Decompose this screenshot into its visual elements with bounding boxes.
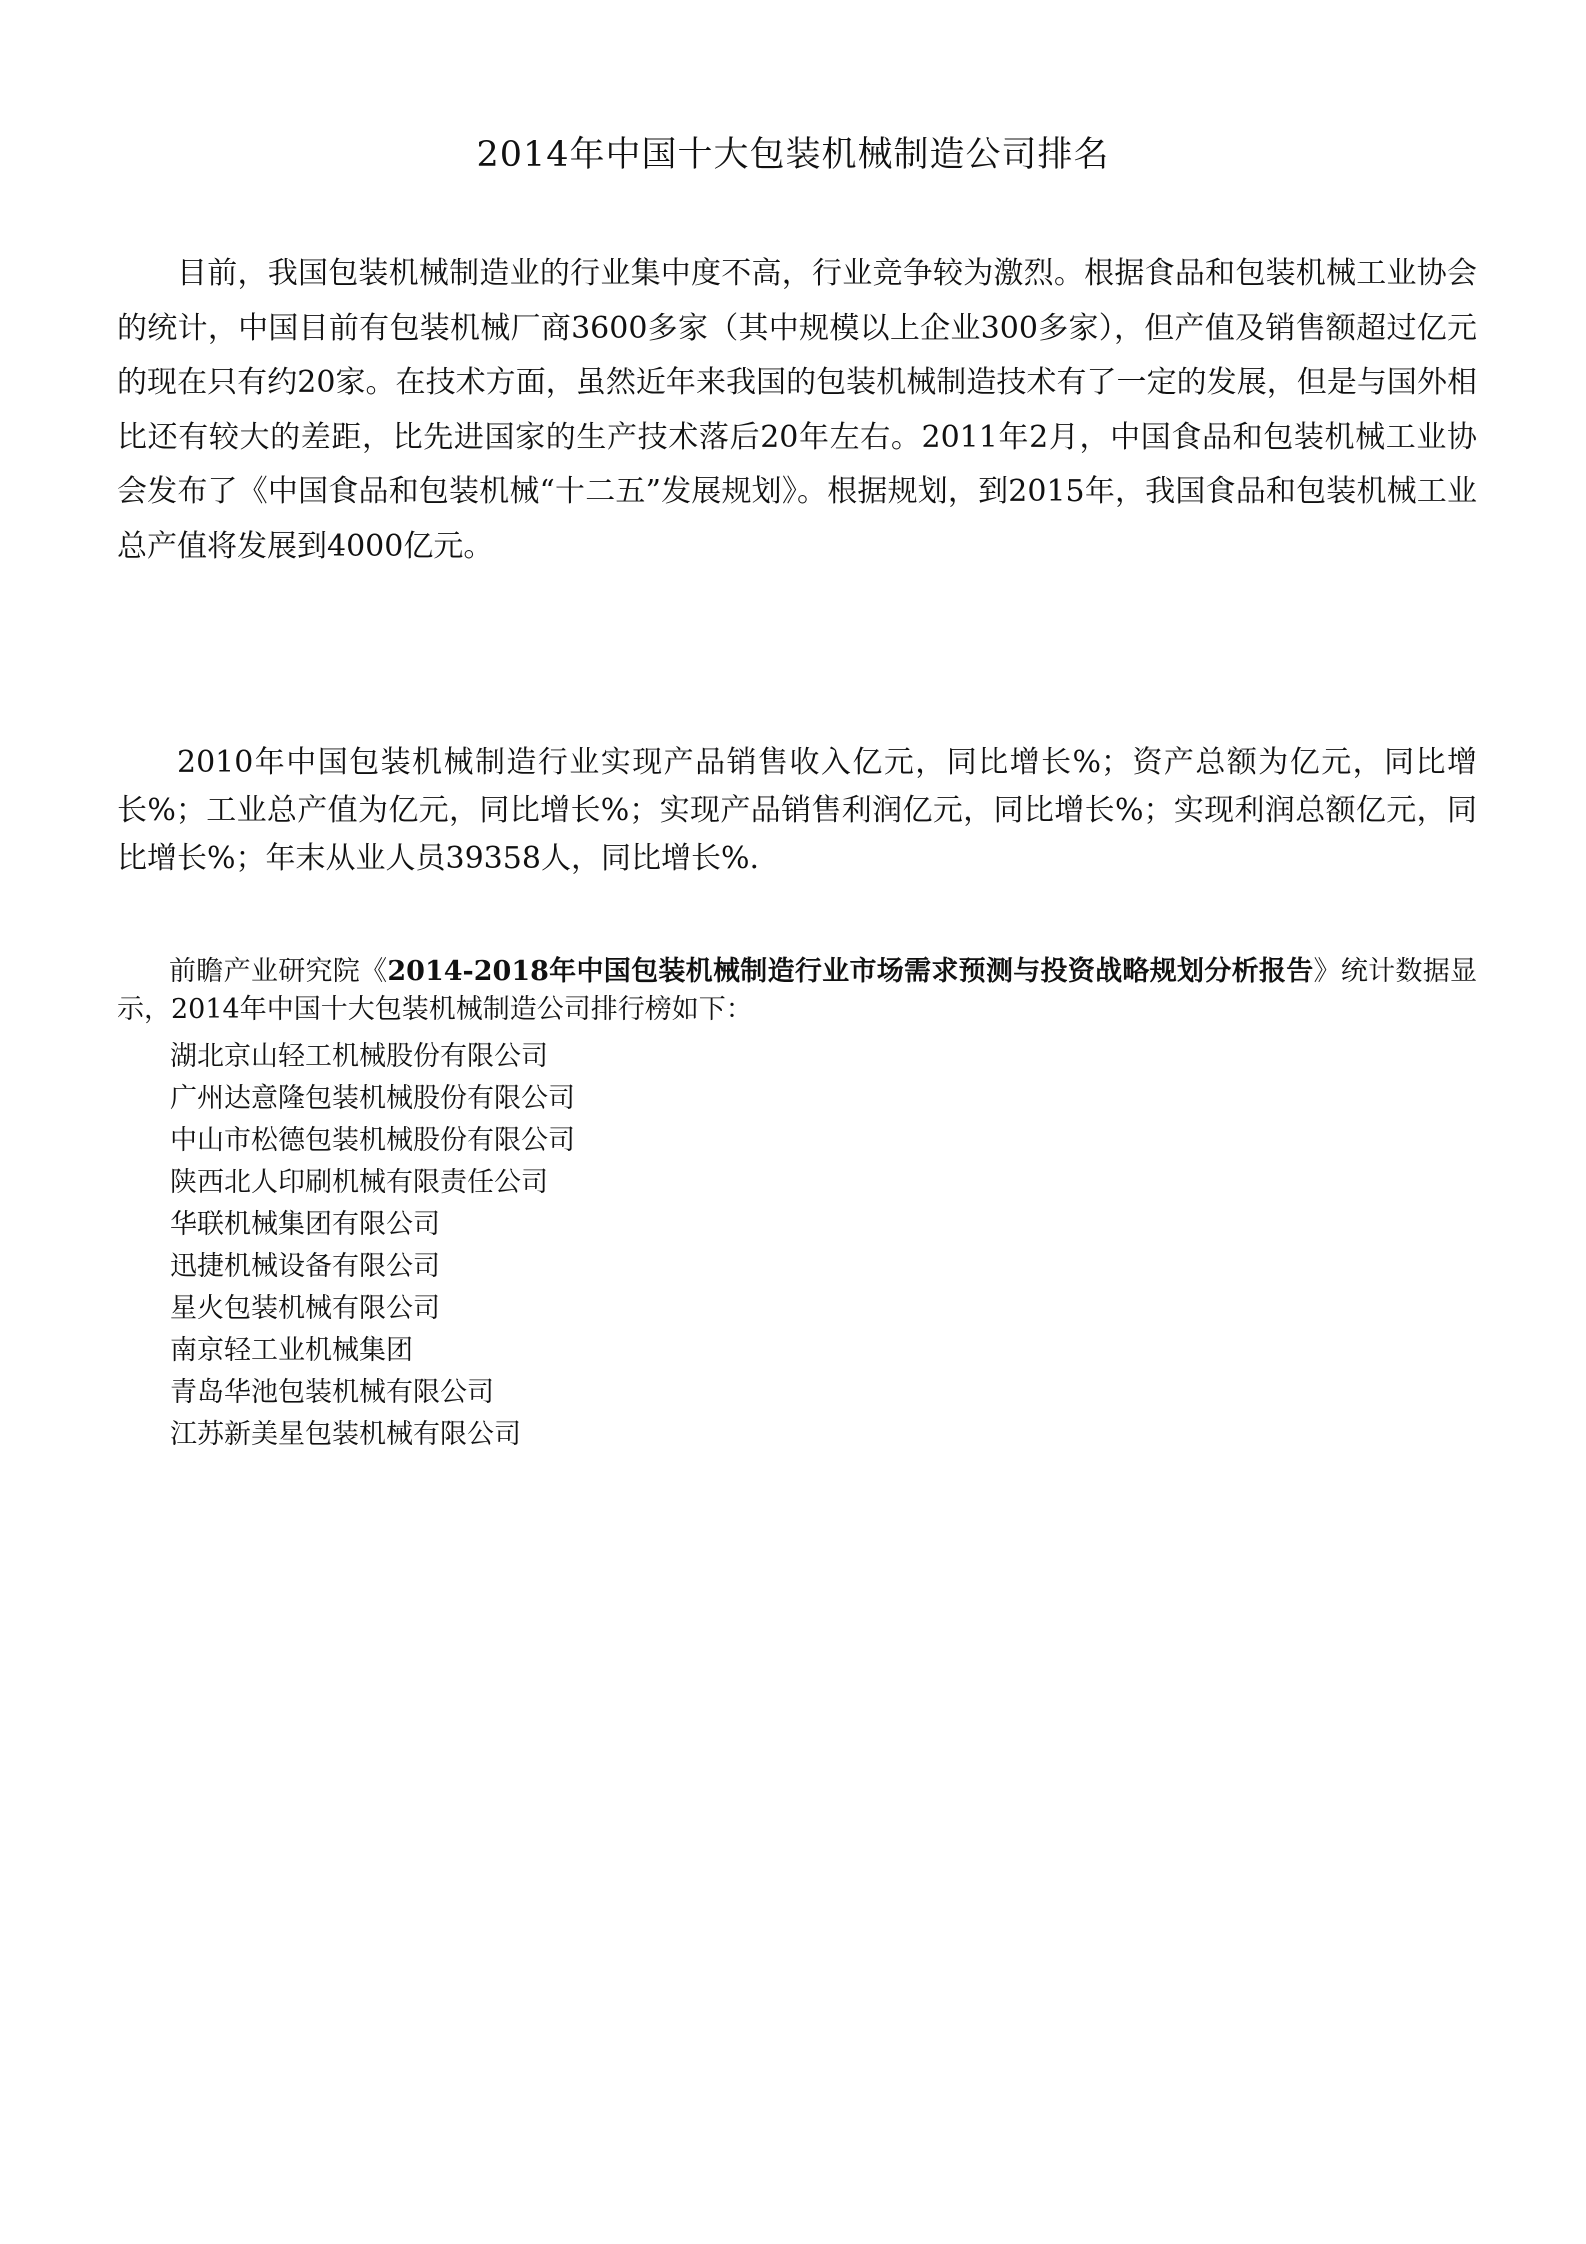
source-prefix: 前瞻产业研究院《	[169, 956, 388, 987]
list-item: 迅捷机械设备有限公司	[170, 1251, 440, 1282]
list-item: 南京轻工业机械集团	[170, 1335, 413, 1366]
report-title: 2014-2018年中国包装机械制造行业市场需求预测与投资战略规划分析报告	[387, 956, 1314, 987]
company-ranking-list	[170, 1036, 575, 1456]
list-item: 华联机械集团有限公司	[170, 1209, 440, 1240]
list-item: 星火包装机械有限公司	[170, 1293, 440, 1324]
list-item: 广州达意隆包装机械股份有限公司	[170, 1083, 575, 1114]
intro-paragraph: 目前，我国包装机械制造业的行业集中度不高，行业竞争较为激烈。根据食品和包装机械工业协会的统计，中国目前有包装机械厂商3600多家（其中规模以上企业300多家），但产值及销售额超过亿元的现在只有约20家。在技术方面，虽然近年来我国的包装机械制造技术有了一定的发展，但是与国外相比还有较大的差距，比先进国家的生产技术落后20年左右。2011年2月，中国食品和包装机械工业协会发布了《中国食品和包装机械“十二五”发展规划》。根据规划，到2015年，我国食品和包装机械工业总产值将发展到4000亿元。	[117, 256, 1477, 564]
document-title: 2014年中国十大包装机械制造公司排名	[476, 135, 1110, 175]
statistics-paragraph: 2010年中国包装机械制造行业实现产品销售收入亿元，同比增长%；资产总额为亿元，同比增长%；工业总产值为亿元，同比增长%；实现产品销售利润亿元，同比增长%；实现利润总额亿元，同比增长%；年末从业人员39358人，同比增长%.	[117, 745, 1477, 876]
list-item: 陕西北人印刷机械有限责任公司	[170, 1167, 548, 1198]
list-item: 中山市松德包装机械股份有限公司	[170, 1125, 575, 1156]
list-item: 青岛华池包装机械有限公司	[170, 1377, 494, 1408]
list-item: 江苏新美星包装机械有限公司	[170, 1419, 521, 1450]
list-item: 湖北京山轻工机械股份有限公司	[170, 1041, 548, 1072]
source-paragraph	[117, 953, 1477, 1029]
source-suffix: 》统计数据显示，2014年中国十大包装机械制造公司排行榜如下：	[117, 956, 1478, 1025]
